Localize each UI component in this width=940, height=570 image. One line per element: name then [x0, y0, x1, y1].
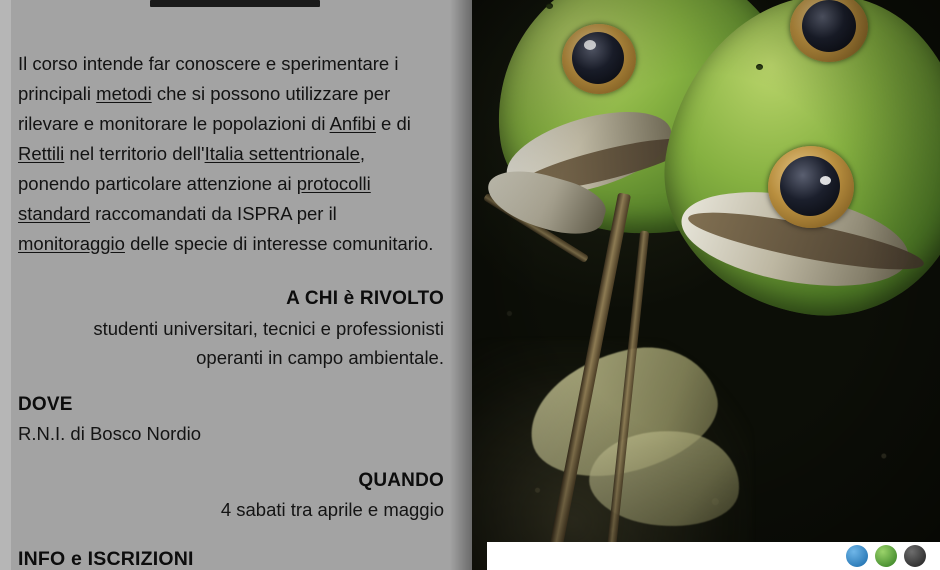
- section-a-chi-e-rivolto: [18, 288, 444, 372]
- cut-off-title-fragment: [150, 0, 320, 7]
- panel-right-shadow: [450, 0, 472, 570]
- paragraph-text: delle specie di interesse comunitario.: [124, 232, 434, 254]
- frog-right-eye-pupil: [780, 156, 840, 216]
- keyword-underlined: Anfibi: [329, 112, 376, 134]
- paragraph-text: che si possono utilizzare per rilevare e monitorare le popolazioni di: [18, 82, 391, 134]
- section-heading-quando: QUANDO: [358, 470, 444, 491]
- section-line: operanti in campo ambientale.: [196, 347, 444, 368]
- keyword-underlined: monitoraggio: [18, 232, 125, 254]
- logo-green-circle-icon: [875, 545, 897, 567]
- frog-right-eye-glint: [820, 176, 831, 185]
- keyword-underlined: Italia settentrionale: [204, 142, 360, 164]
- section-line: 4 sabati tra aprile e maggio: [220, 499, 444, 520]
- footer-strip: [487, 542, 940, 570]
- keyword-underlined: protocolli standard: [18, 172, 371, 224]
- paragraph-text: , ponendo particolare attenzione ai: [18, 142, 365, 194]
- frog-photograph: [472, 0, 940, 570]
- paragraph-text: nel territorio dell': [64, 142, 205, 164]
- keyword-underlined: metodi: [96, 82, 152, 104]
- section-heading-a-chi-e-rivolto: A CHI è RIVOLTO: [286, 288, 444, 309]
- section-line: studenti universitari, tecnici e professionisti: [93, 318, 444, 339]
- panel-left-edge-strip: [0, 0, 11, 570]
- section-line: R.N.I. di Bosco Nordio: [18, 423, 202, 444]
- section-heading-dove: DOVE: [18, 394, 73, 415]
- frog-right-nostril: [756, 64, 763, 70]
- paragraph-text: e di: [375, 112, 411, 134]
- section-info-iscrizioni: [18, 548, 444, 570]
- frog-left-eye-pupil: [572, 32, 624, 84]
- paragraph-text: raccomandati da ISPRA per il: [90, 202, 337, 224]
- frog-right-eye-pupil-upper: [802, 0, 856, 52]
- section-dove: [18, 394, 444, 448]
- frog-left-nostril: [546, 3, 553, 9]
- course-description-paragraph: [18, 49, 438, 259]
- frog-left-eye-glint: [584, 40, 596, 50]
- section-heading-info-iscrizioni: INFO e ISCRIZIONI: [18, 548, 194, 570]
- keyword-underlined: Rettili: [18, 142, 65, 164]
- footer-logo-row: [846, 545, 926, 567]
- section-quando: [18, 470, 444, 524]
- paragraph-text: Il corso intende far conoscere e sperimentare i principali: [18, 52, 399, 104]
- logo-blue-circle-icon: [846, 545, 868, 567]
- logo-dark-circle-icon: [904, 545, 926, 567]
